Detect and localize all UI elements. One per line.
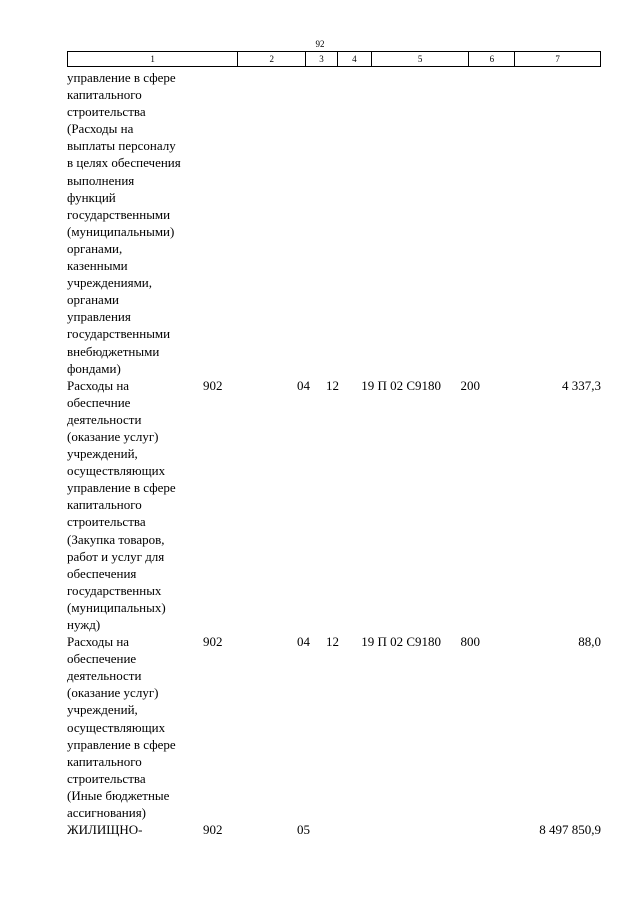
row-section: 04 — [297, 377, 310, 393]
header-col-6: 6 — [468, 52, 514, 66]
row-target-article: 19 П 02 С9180 — [361, 634, 441, 650]
row-description: ЖИЛИЩНО- — [67, 822, 143, 838]
header-col-2: 2 — [237, 52, 305, 66]
table-body — [67, 69, 601, 838]
row-description: Расходы на обеспечение деятельности (оказание услуг) учреждений, осуществляющих управление в сфере капитального строительства (Иные бюджетные ассигнования) — [67, 634, 176, 821]
table-header-row — [67, 51, 601, 67]
row-amount: 88,0 — [578, 634, 601, 650]
row-description: управление в сфере капитального строительства (Расходы на выплаты персоналу в целях обеспечения выполнения функций государственными (муниципальными) органами, казенными учреждениями, органами управления государственными внебюджетными фондами) — [67, 70, 181, 376]
header-col-7: 7 — [514, 52, 600, 66]
header-col-5: 5 — [371, 52, 469, 66]
table-row — [67, 377, 601, 633]
row-amount: 4 337,3 — [562, 377, 601, 393]
row-expense-type: 800 — [460, 634, 480, 650]
row-amount: 8 497 850,9 — [539, 822, 601, 838]
table-row — [67, 69, 601, 377]
row-subsection: 12 — [326, 634, 339, 650]
row-target-article: 19 П 02 С9180 — [361, 377, 441, 393]
page-number: 92 — [315, 39, 325, 49]
table-row — [67, 633, 601, 821]
header-col-3: 3 — [305, 52, 337, 66]
row-admin-code: 902 — [203, 634, 223, 650]
row-expense-type: 200 — [460, 377, 480, 393]
row-section: 04 — [297, 634, 310, 650]
header-col-1: 1 — [150, 54, 155, 64]
row-subsection: 12 — [326, 377, 339, 393]
row-description: Расходы на обеспечние деятельности (оказание услуг) учреждений, осуществляющих управление в сфере капитального строительства (Закупка товаров, работ и услуг для обеспечения государственных (муниципальных) нужд) — [67, 377, 176, 632]
row-admin-code: 902 — [203, 822, 223, 838]
table-row — [67, 821, 601, 838]
row-admin-code: 902 — [203, 377, 223, 393]
header-col-4: 4 — [337, 52, 371, 66]
row-section: 05 — [297, 822, 310, 838]
